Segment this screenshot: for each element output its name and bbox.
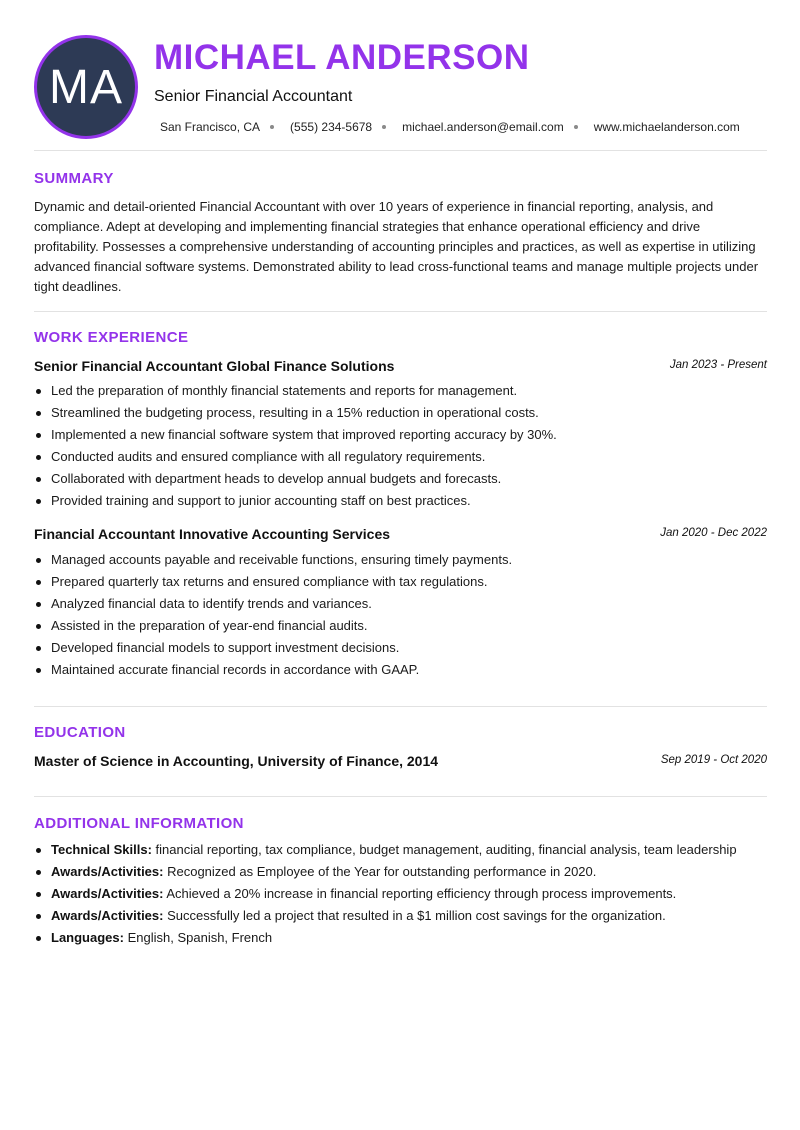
bullet-icon <box>36 433 41 438</box>
contact-email[interactable]: michael.anderson@email.com <box>402 120 564 134</box>
section-divider <box>34 311 767 312</box>
job-header <box>34 526 767 544</box>
list-item <box>34 380 767 402</box>
bullet-icon <box>36 477 41 482</box>
bullet-text: Led the preparation of monthly financial statements and reports for management. <box>51 383 518 398</box>
bullet-icon <box>36 936 41 941</box>
additional-list <box>34 839 767 949</box>
section-divider <box>34 150 767 151</box>
summary-text: Dynamic and detail-oriented Financial Accountant with over 10 years of experience in financial reporting, analysis, and compliance. Adept at developing and implementing financial strategies that enhance operational efficiency and drive profitability. Possesses a comprehensive understanding of accounting principles and practices, as well as expertise in utilizing advanced financial software systems. Demonstrated ability to lead cross-functional teams and manage multiple projects under tight deadlines. <box>34 199 759 294</box>
education-date: Sep 2019 - Oct 2020 <box>660 754 767 766</box>
item-label: Awards/Activities: <box>51 908 164 923</box>
education-entry <box>34 753 767 771</box>
bullet-text: Developed financial models to support investment decisions. <box>51 640 400 655</box>
bullet-icon <box>36 870 41 875</box>
list-item <box>34 861 767 883</box>
bullet-text: Analyzed financial data to identify trends and variances. <box>51 596 372 611</box>
job-title: Financial Accountant Innovative Accounting Services <box>34 526 391 542</box>
candidate-name: MICHAEL ANDERSON <box>154 38 530 77</box>
item-label: Awards/Activities: <box>51 886 164 901</box>
candidate-title: Senior Financial Accountant <box>154 88 353 105</box>
section-divider <box>34 796 767 797</box>
list-item <box>34 927 767 949</box>
list-item <box>34 446 767 468</box>
bullet-text: Managed accounts payable and receivable functions, ensuring timely payments. <box>51 552 513 567</box>
item-text: Recognized as Employee of the Year for outstanding performance in 2020. <box>167 864 597 879</box>
job-title: Senior Financial Accountant Global Finance Solutions <box>34 358 395 374</box>
item-label: Technical Skills: <box>51 842 152 857</box>
list-item <box>34 549 767 571</box>
bullet-text: Conducted audits and ensured compliance with all regulatory requirements. <box>51 449 486 464</box>
job-date: Jan 2023 - Present <box>669 359 767 371</box>
contact-website[interactable]: www.michaelanderson.com <box>593 120 740 134</box>
bullet-icon <box>36 455 41 460</box>
bullet-icon <box>36 580 41 585</box>
resume-page <box>34 0 767 945</box>
bullet-icon <box>36 914 41 919</box>
job-date: Jan 2020 - Dec 2022 <box>660 527 767 539</box>
degree: Master of Science in Accounting, University of Finance, 2014 <box>34 753 439 769</box>
job-bullets <box>34 549 767 681</box>
item-label: Awards/Activities: <box>51 864 164 879</box>
separator-dot <box>270 125 274 129</box>
item-text: Achieved a 20% increase in financial reporting efficiency through process improvements. <box>166 886 677 901</box>
bullet-icon <box>36 499 41 504</box>
item-text: English, Spanish, French <box>127 930 273 945</box>
bullet-text: Prepared quarterly tax returns and ensured compliance with tax regulations. <box>51 574 488 589</box>
list-item <box>34 905 767 927</box>
resume-header <box>34 0 767 150</box>
list-item <box>34 402 767 424</box>
list-item <box>34 468 767 490</box>
list-item <box>34 490 767 512</box>
list-item <box>34 615 767 637</box>
list-item <box>34 883 767 905</box>
list-item <box>34 571 767 593</box>
summary-heading: SUMMARY <box>34 170 114 187</box>
contact-phone: (555) 234-5678 <box>290 120 373 134</box>
avatar <box>34 35 138 139</box>
separator-dot <box>382 125 386 129</box>
list-item <box>34 659 767 681</box>
list-item <box>34 424 767 446</box>
bullet-icon <box>36 389 41 394</box>
bullet-icon <box>36 892 41 897</box>
bullet-icon <box>36 668 41 673</box>
education-heading: EDUCATION <box>34 724 126 741</box>
bullet-icon <box>36 646 41 651</box>
bullet-icon <box>36 558 41 563</box>
item-label: Languages: <box>51 930 124 945</box>
list-item <box>34 593 767 615</box>
section-divider <box>34 706 767 707</box>
avatar-initials: MA <box>49 60 123 114</box>
list-item <box>34 839 767 861</box>
bullet-icon <box>36 848 41 853</box>
item-text: financial reporting, tax compliance, budget management, auditing, financial analysis, team leadership <box>155 842 737 857</box>
list-item <box>34 637 767 659</box>
contact-location: San Francisco, CA <box>160 120 261 134</box>
bullet-text: Assisted in the preparation of year-end financial audits. <box>51 618 368 633</box>
bullet-text: Maintained accurate financial records in accordance with GAAP. <box>51 662 420 677</box>
experience-heading: WORK EXPERIENCE <box>34 329 189 346</box>
bullet-text: Streamlined the budgeting process, resulting in a 15% reduction in operational costs. <box>51 405 539 420</box>
bullet-text: Provided training and support to junior accounting staff on best practices. <box>51 493 471 508</box>
contact-line <box>160 120 740 134</box>
bullet-text: Implemented a new financial software system that improved reporting accuracy by 30%. <box>51 427 557 442</box>
item-text: Successfully led a project that resulted in a $1 million cost savings for the organization. <box>167 908 666 923</box>
bullet-icon <box>36 624 41 629</box>
bullet-icon <box>36 602 41 607</box>
separator-dot <box>574 125 578 129</box>
bullet-icon <box>36 411 41 416</box>
bullet-text: Collaborated with department heads to develop annual budgets and forecasts. <box>51 471 502 486</box>
additional-heading: ADDITIONAL INFORMATION <box>34 815 244 832</box>
job-bullets <box>34 380 767 512</box>
job-header <box>34 358 767 376</box>
